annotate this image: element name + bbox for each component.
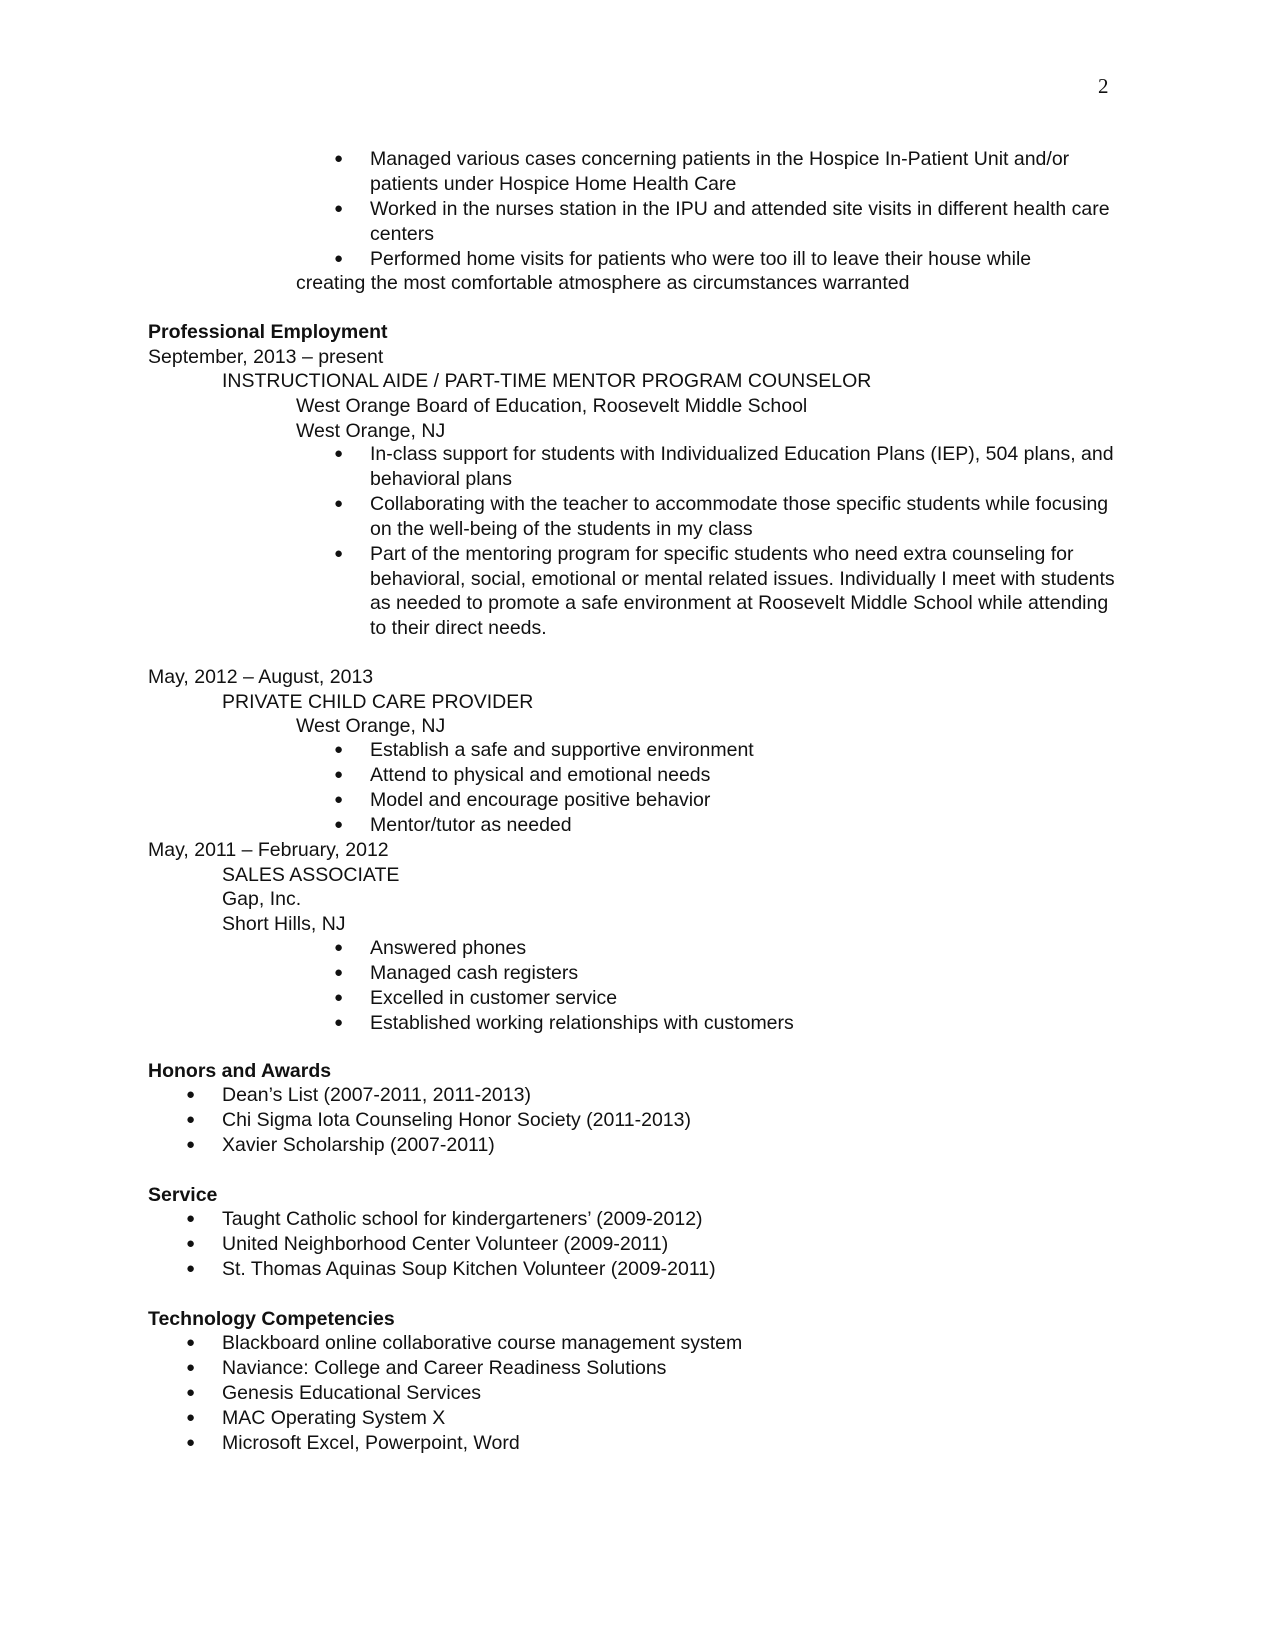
- bullet-icon: ●: [186, 1135, 196, 1153]
- bullet-icon: ●: [334, 544, 344, 562]
- bullet-icon: ●: [334, 199, 344, 217]
- list-item: ● Managed various cases concerning patients in the Hospice In-Patient Unit and/or patients under Hospice Home Health Care: [334, 148, 1070, 195]
- service-list: [186, 1207, 1022, 1282]
- bullet-icon: ●: [334, 815, 344, 833]
- bullet-icon: ●: [186, 1259, 196, 1277]
- list-item: ● Worked in the nurses station in the IPU and attended site visits in different health care centers: [334, 197, 1110, 245]
- section-heading-honors: Honors and Awards: [148, 1060, 332, 1082]
- job-bullet-list: [334, 738, 1115, 838]
- bullet-icon: ●: [186, 1210, 196, 1227]
- list-item: ● In-class support for students with Individualized Education Plans (IEP), 504 plans, and behavioral plans: [334, 443, 1114, 490]
- job-title: INSTRUCTIONAL AIDE / PART-TIME MENTOR PROGRAM COUNSELOR: [222, 370, 872, 392]
- list-item: ● Attend to physical and emotional needs: [334, 763, 711, 786]
- job-location: Short Hills, NJ: [222, 913, 346, 935]
- list-item: ● MAC Operating System X: [186, 1406, 446, 1429]
- list-item: ● Genesis Educational Services: [186, 1381, 482, 1404]
- page-number: 2: [1098, 74, 1109, 98]
- job-title: SALES ASSOCIATE: [222, 864, 400, 886]
- bullet-icon: ●: [334, 963, 344, 981]
- job-bullet-list: [334, 936, 1115, 1036]
- bullet-icon: ●: [186, 1334, 196, 1351]
- section-heading-technology: Technology Competencies: [148, 1308, 395, 1330]
- bullet-icon: ●: [334, 765, 344, 783]
- list-item: ● Microsoft Excel, Powerpoint, Word: [186, 1431, 520, 1454]
- bullet-icon: ●: [334, 150, 344, 167]
- bullet-icon: ●: [334, 741, 344, 758]
- job-bullet-list: [334, 442, 1115, 641]
- list-item: ● Established working relationships with customers: [334, 1011, 794, 1034]
- list-item: ● St. Thomas Aquinas Soup Kitchen Volunteer (2009-2011): [186, 1257, 716, 1280]
- list-item: ● Answered phones: [334, 937, 527, 959]
- job-employer: Gap, Inc.: [222, 888, 302, 910]
- job-dates: May, 2012 – August, 2013: [148, 666, 374, 688]
- list-item: ● Xavier Scholarship (2007-2011): [186, 1133, 495, 1156]
- list-item: ● United Neighborhood Center Volunteer (2009-2011): [186, 1232, 669, 1255]
- list-item: ● Mentor/tutor as needed: [334, 813, 572, 836]
- bullet-icon: ●: [334, 939, 344, 956]
- bullet-icon: ●: [334, 790, 344, 808]
- job-title: PRIVATE CHILD CARE PROVIDER: [222, 691, 534, 713]
- list-item: ● Taught Catholic school for kindergarteners’ (2009-2012): [186, 1208, 703, 1230]
- list-item: ● Chi Sigma Iota Counseling Honor Society (2011-2013): [186, 1108, 691, 1131]
- hospice-last-bullet-continuation: creating the most comfortable atmosphere as circumstances warranted: [296, 272, 910, 294]
- list-item: ● Model and encourage positive behavior: [334, 788, 711, 811]
- list-item: ● Excelled in customer service: [334, 986, 618, 1009]
- section-heading-employment: Professional Employment: [148, 321, 388, 343]
- list-item: ● Naviance: College and Career Readiness Solutions: [186, 1356, 667, 1379]
- bullet-icon: ●: [186, 1433, 196, 1451]
- job-location: West Orange, NJ: [296, 420, 446, 442]
- list-item: ● Collaborating with the teacher to accommodate those specific students while focusing on the well-being of the students in my class: [334, 492, 1109, 540]
- job-dates: May, 2011 – February, 2012: [148, 839, 389, 861]
- section-heading-service: Service: [148, 1184, 218, 1206]
- bullet-icon: ●: [334, 494, 344, 512]
- list-item: ● Performed home visits for patients who were too ill to leave their house while: [334, 247, 1032, 270]
- job-location: West Orange, NJ: [296, 715, 446, 737]
- list-item: ● Part of the mentoring program for specific students who need extra counseling for behavioral, social, emotional or mental related issues. Individually I meet with students as needed to promote a safe environment at Roosevelt Middle School while attending to their direct needs.: [334, 542, 1115, 640]
- bullet-icon: ●: [334, 1013, 344, 1031]
- list-item: ● Dean’s List (2007-2011, 2011-2013): [186, 1084, 531, 1106]
- technology-list: [186, 1331, 1022, 1456]
- bullet-icon: ●: [186, 1086, 196, 1103]
- bullet-icon: ●: [186, 1110, 196, 1128]
- hospice-bullet-list: [334, 147, 1115, 272]
- list-item: ● Establish a safe and supportive environment: [334, 739, 754, 761]
- bullet-icon: ●: [186, 1383, 196, 1401]
- bullet-icon: ●: [334, 988, 344, 1006]
- bullet-icon: ●: [186, 1234, 196, 1252]
- bullet-icon: ●: [334, 445, 344, 462]
- list-item: ● Blackboard online collaborative course management system: [186, 1332, 743, 1354]
- list-item: ● Managed cash registers: [334, 961, 579, 984]
- bullet-icon: ●: [186, 1358, 196, 1376]
- job-dates: September, 2013 – present: [148, 346, 384, 368]
- bullet-icon: ●: [186, 1408, 196, 1426]
- job-employer: West Orange Board of Education, Roosevelt Middle School: [296, 395, 808, 417]
- honors-list: [186, 1083, 1022, 1158]
- bullet-icon: ●: [334, 249, 344, 267]
